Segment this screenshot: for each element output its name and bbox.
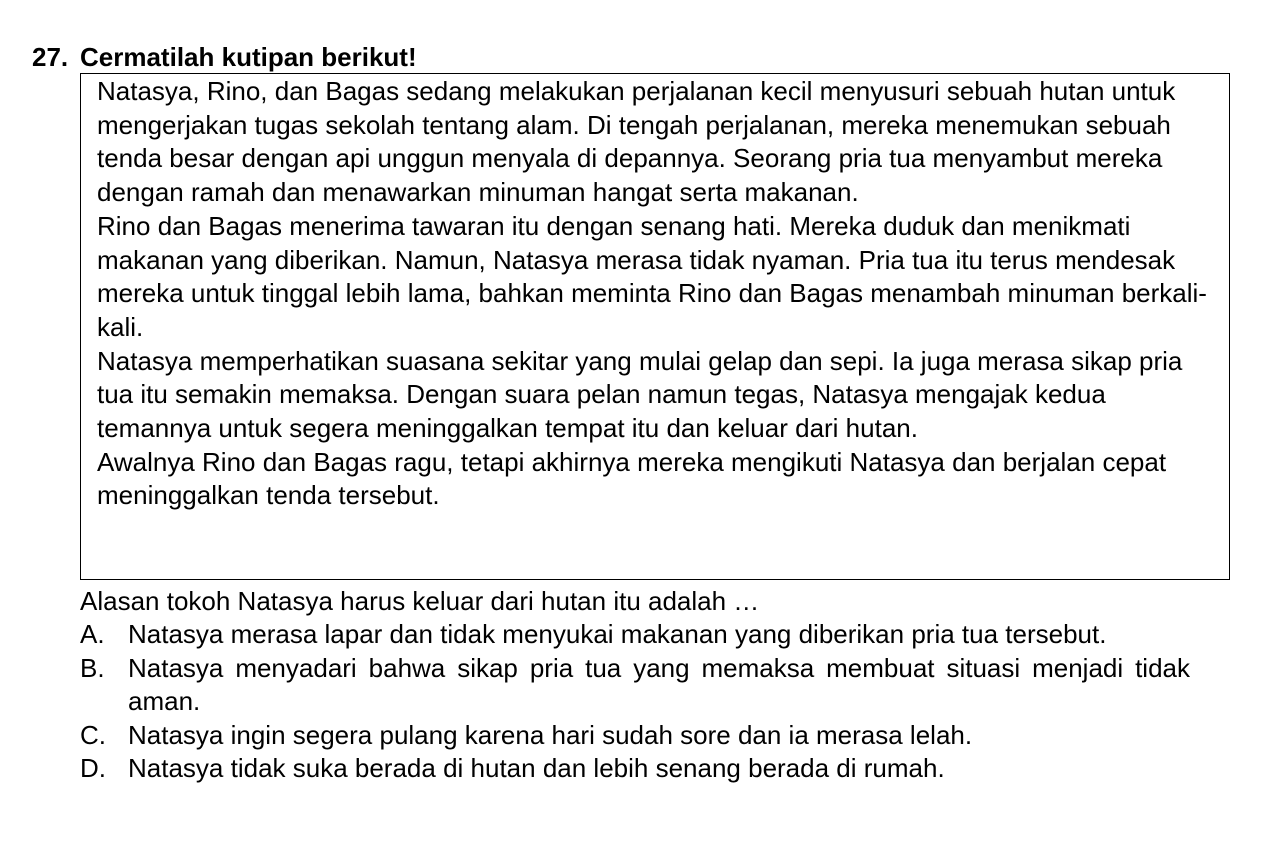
option-text: Natasya merasa lapar dan tidak menyukai makanan yang diberikan pria tua tersebut. [128,619,1107,649]
question-number: 27. [32,42,69,72]
option-letter: B. [80,652,105,683]
excerpt-paragraph: Natasya, Rino, dan Bagas sedang melakukan perjalanan kecil menyusuri sebuah hutan untuk mengerjakan tugas sekolah tentang alam. Di tengah perjalanan, mereka menemukan sebuah tenda besar dengan api unggun menyala di depannya. Seorang pria tua menyambut mereka dengan ramah dan menawarkan minuman hangat serta makanan. [97,76,1176,208]
excerpt-paragraph: Awalnya Rino dan Bagas ragu, tetapi akhirnya mereka mengikuti Natasya dan berjalan cepat meninggalkan tenda tersebut. [97,446,1167,511]
question-stem: Alasan tokoh Natasya harus keluar dari hutan itu adalah … [80,586,760,616]
excerpt-paragraph: Natasya memperhatikan suasana sekitar yang mulai gelap dan sepi. Ia juga merasa sikap pria tua itu semakin memaksa. Dengan suara pelan namun tegas, Natasya mengajak kedua temannya untuk segera meninggalkan tempat itu dan keluar dari hutan. [97,345,1183,444]
question-header [32,40,1232,74]
option-letter: C. [80,719,106,750]
option-a[interactable] [80,618,1190,652]
option-letter: D. [80,753,106,783]
option-text: Natasya ingin segera pulang karena hari sudah sore dan ia merasa lelah. [128,719,973,750]
option-d[interactable] [80,752,1190,786]
excerpt-paragraph: Rino dan Bagas menerima tawaran itu dengan senang hati. Mereka duduk dan menikmati makanan yang diberikan. Namun, Natasya merasa tidak nyaman. Pria tua itu terus mendesak mereka untuk tinggal lebih lama, bahkan meminta Rino dan Bagas menambah minuman berkali-kali. [97,210,1207,342]
question-instruction: Cermatilah kutipan berikut! [80,42,417,72]
answer-options [80,618,1190,786]
option-text: Natasya menyadari bahwa sikap pria tua yang memaksa membuat situasi menjadi tidak aman. [128,652,1190,716]
excerpt-box [80,73,1230,580]
option-letter: A. [80,619,105,649]
option-c[interactable] [80,719,1190,753]
option-text: Natasya tidak suka berada di hutan dan lebih senang berada di rumah. [128,753,945,783]
question-27 [32,40,1232,783]
option-b[interactable] [80,652,1190,719]
